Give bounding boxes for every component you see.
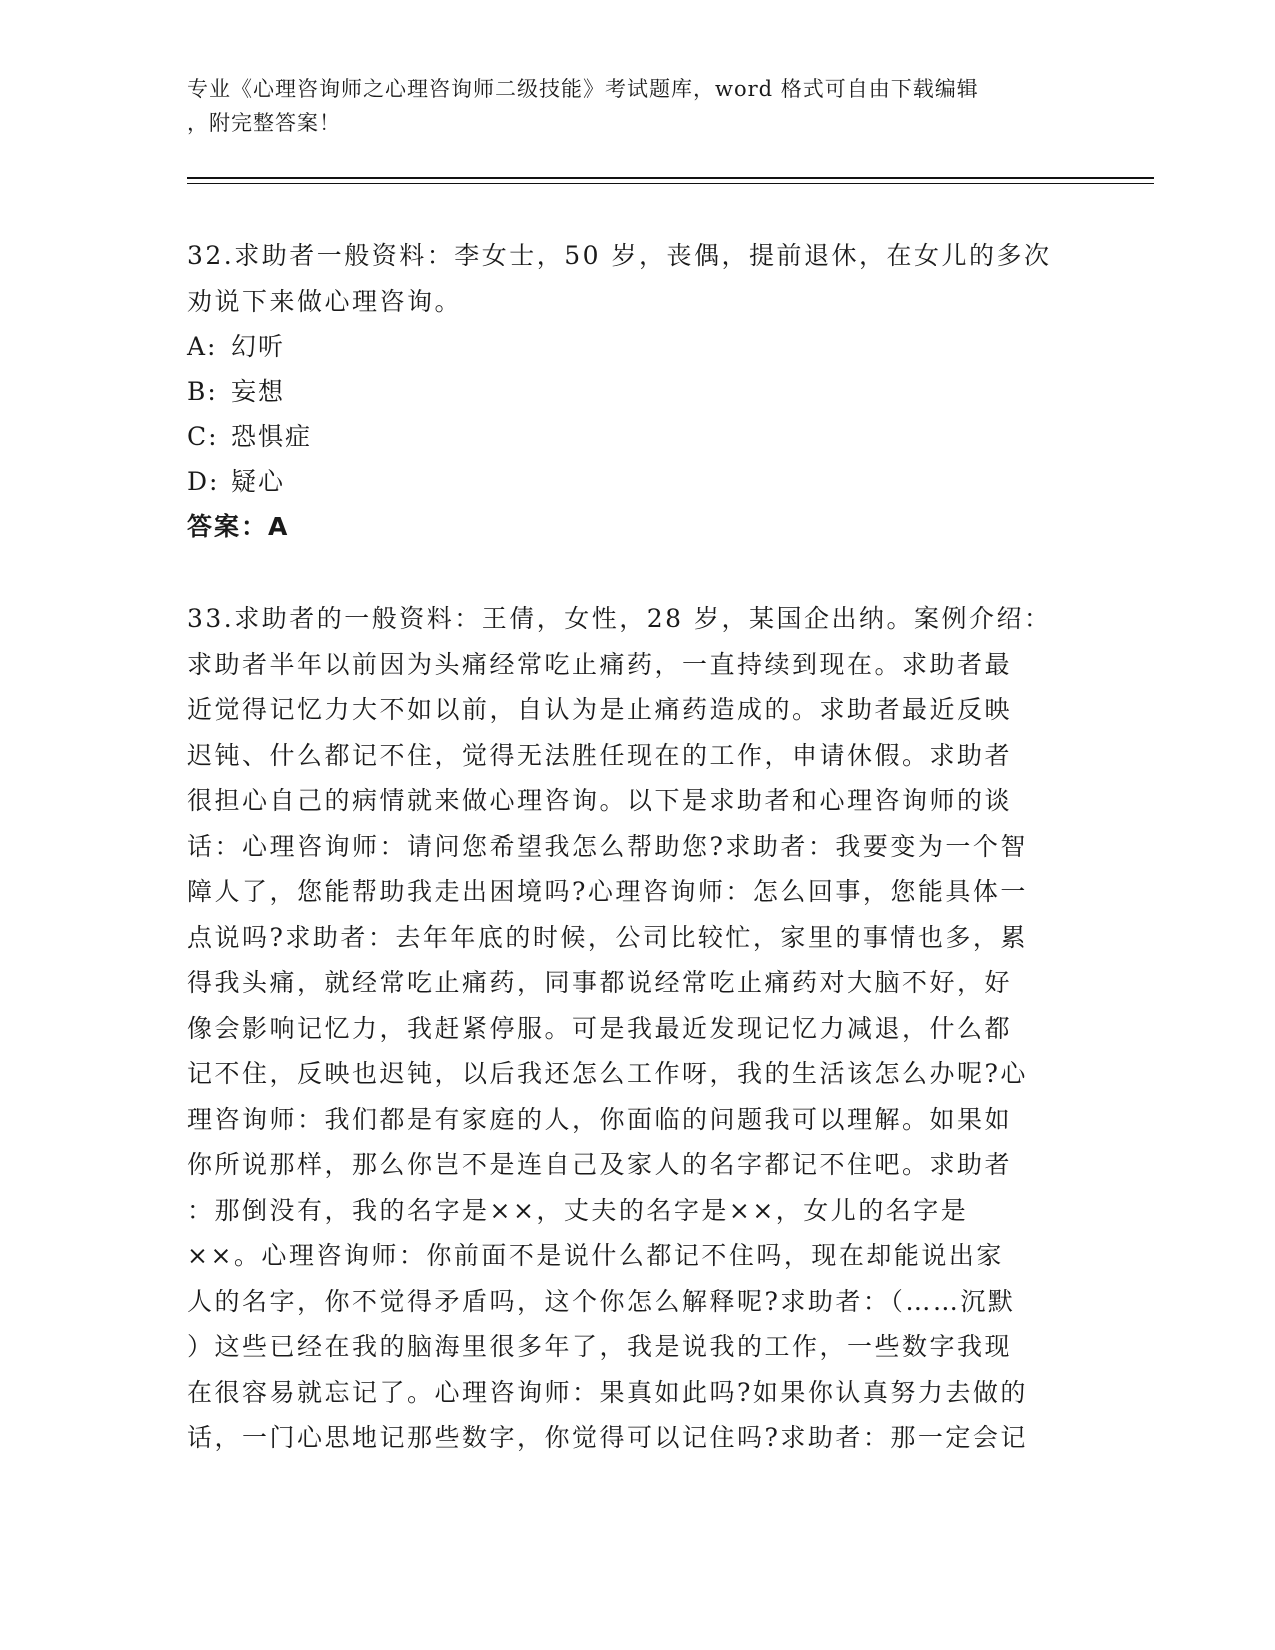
question-text-line: 话，一门心思地记那些数字，你觉得可以记住吗?求助者：那一定会记 [187,1423,1028,1452]
header-divider-thick [187,177,1154,179]
question-text-line: 你所说那样，那么你岂不是连自己及家人的名字都记不住吧。求助者 [187,1150,1013,1179]
question-text-line: ）这些已经在我的脑海里很多年了，我是说我的工作，一些数字我现 [187,1332,1013,1361]
option-text: 幻听 [231,332,286,361]
option-key: C: [187,422,219,451]
question-text-line: 记不住，反映也迟钝，以后我还怎么工作呀，我的生活该怎么办呢?心 [187,1059,1028,1088]
question-text-line: 点说吗?求助者：去年年底的时候，公司比较忙，家里的事情也多，累 [187,922,1028,952]
document-header [187,72,1087,140]
question-text-line: 求助者半年以前因为头痛经常吃止痛药，一直持续到现在。求助者最 [187,649,1013,679]
question-text-line: 33.求助者的一般资料：王倩，女性，28 岁，某国企出纳。案例介绍： [187,604,1052,633]
answer-label: 答案：A [187,512,290,541]
question-text-line: 理咨询师：我们都是有家庭的人，你面临的问题我可以理解。如果如 [187,1104,1013,1134]
question-text-line: 劝说下来做心理咨询。 [187,286,463,316]
question-text-line: 很担心自己的病情就来做心理咨询。以下是求助者和心理咨询师的谈 [187,786,1013,815]
question-text-line: 得我头痛，就经常吃止痛药，同事都说经常吃止痛药对大脑不好，好 [187,968,1013,997]
question-text-line: 话：心理咨询师：请问您希望我怎么帮助您?求助者：我要变为一个智 [187,831,1028,861]
question-32 [187,233,1087,549]
option-b [187,369,1087,414]
question-text-line: 人的名字，你不觉得矛盾吗，这个你怎么解释呢?求助者：（……沉默 [187,1286,1016,1316]
question-text-line: 32.求助者一般资料：李女士，50 岁，丧偶，提前退休，在女儿的多次 [187,241,1052,270]
question-text-line: 在很容易就忘记了。心理咨询师：果真如此吗?如果你认真努力去做的 [187,1377,1028,1407]
header-line: 专业《心理咨询师之心理咨询师二级技能》考试题库，word 格式可自由下载编辑 [187,77,979,101]
question-text-line: ：那倒没有，我的名字是××，丈夫的名字是××，女儿的名字是 [187,1195,969,1225]
option-text: 恐惧症 [231,422,313,451]
question-33 [187,596,1087,1461]
question-text-line: 障人了，您能帮助我走出困境吗?心理咨询师：怎么回事，您能具体一 [187,877,1028,906]
option-text: 疑心 [231,467,286,496]
header-divider-thin [187,183,1154,184]
option-c [187,414,1087,459]
option-text: 妄想 [231,377,286,406]
option-d [187,459,1087,504]
option-key: B: [187,377,218,406]
header-line: ，附完整答案！ [187,111,341,135]
option-a [187,324,1087,369]
option-key: D: [187,467,220,496]
question-text-line: 近觉得记忆力大不如以前，自认为是止痛药造成的。求助者最近反映 [187,695,1013,724]
question-text-line: 迟钝、什么都记不住，觉得无法胜任现在的工作，申请休假。求助者 [187,740,1013,770]
option-key: A: [187,332,218,361]
question-text-line: ××。心理咨询师：你前面不是说什么都记不住吗，现在却能说出家 [187,1241,1004,1270]
question-text-line: 像会影响记忆力，我赶紧停服。可是我最近发现记忆力减退，什么都 [187,1013,1013,1043]
